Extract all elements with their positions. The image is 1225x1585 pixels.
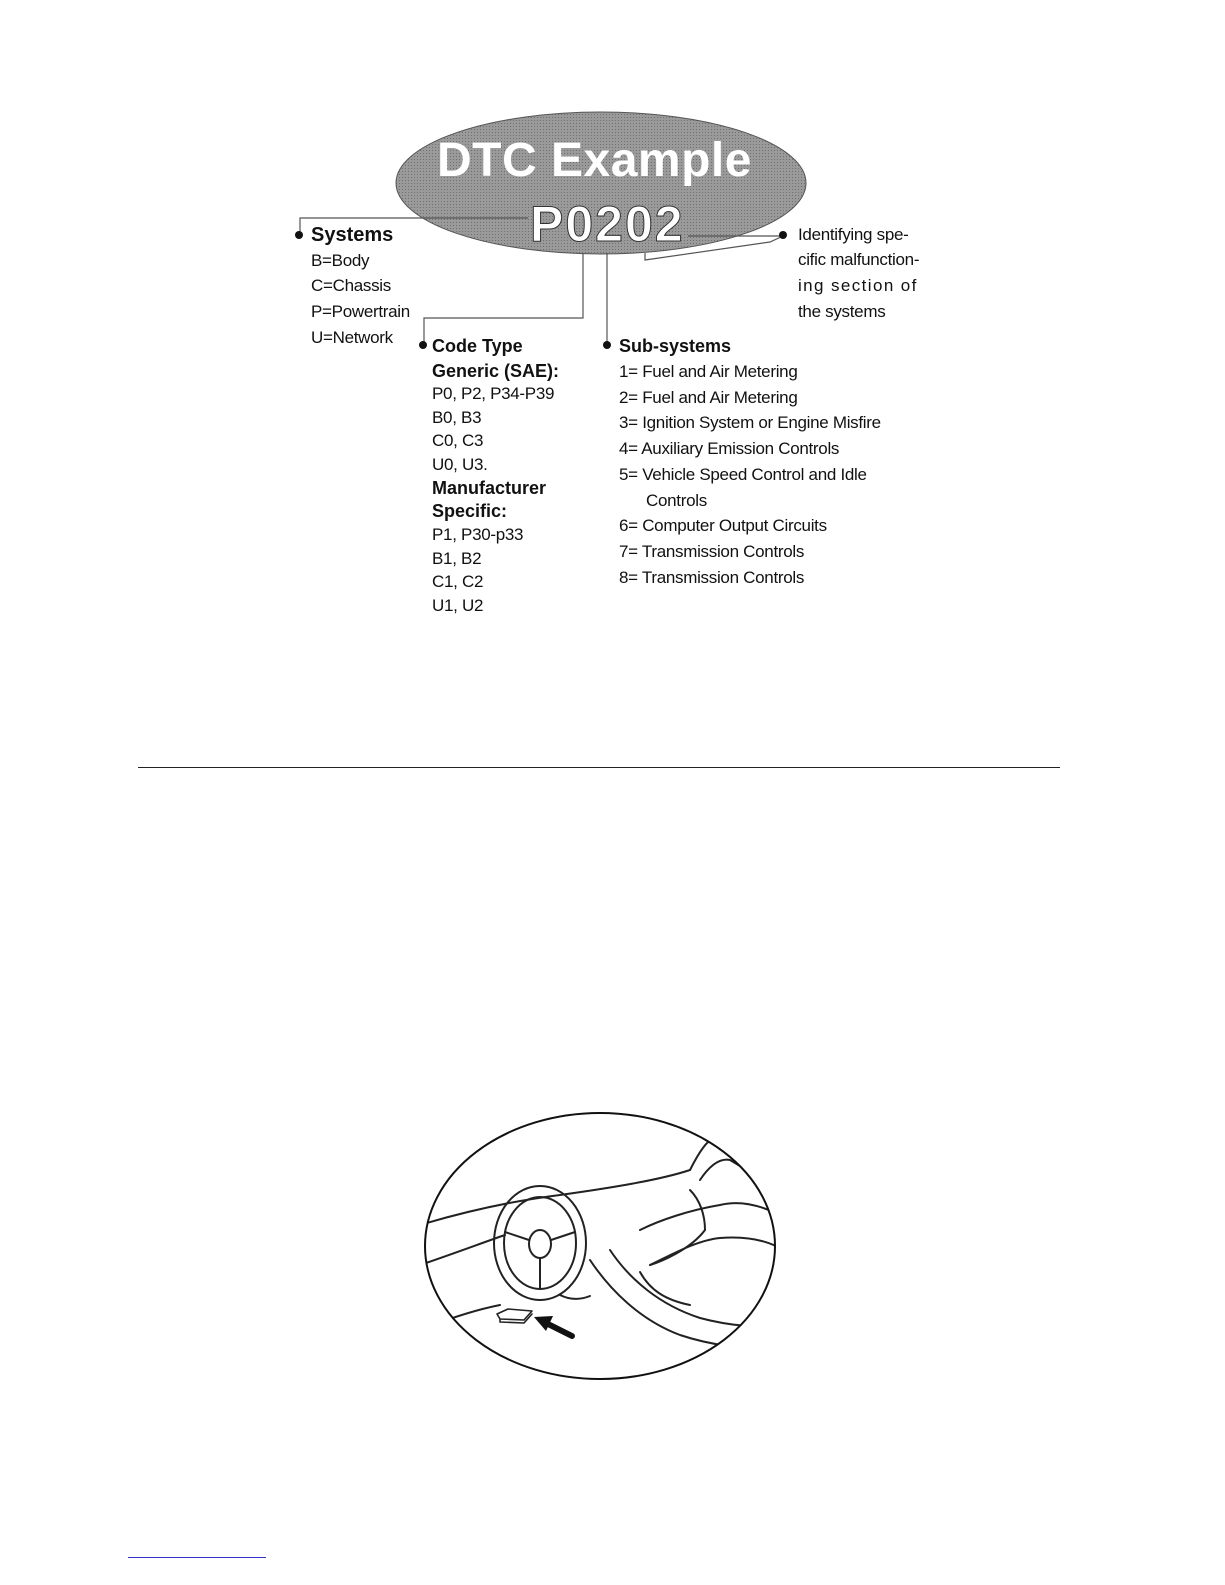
left-panel <box>420 1305 500 1330</box>
console-3 <box>690 1190 705 1230</box>
dashboard-edge-2 <box>420 1235 505 1265</box>
generic-item: U0, U3. <box>432 455 488 474</box>
code-type-connector <box>424 253 583 345</box>
subsystems-item: 2= Fuel and Air Metering <box>619 388 798 407</box>
steering-hub <box>529 1230 551 1258</box>
generic-item: P0, P2, P34-P39 <box>432 384 555 403</box>
systems-item: P=Powertrain <box>311 302 410 321</box>
footnote-rule <box>128 1557 266 1558</box>
systems-heading: Systems <box>311 224 394 246</box>
diagram-graphics <box>0 0 1225 700</box>
identifying-line: the systems <box>798 302 886 321</box>
subsystems-item: Controls <box>646 491 707 510</box>
arrow-icon <box>534 1316 572 1336</box>
systems-item: C=Chassis <box>311 276 391 295</box>
systems-bullet <box>295 231 303 239</box>
identifying-bullet <box>779 231 787 239</box>
obd-connector <box>497 1309 532 1320</box>
subsystems-item: 7= Transmission Controls <box>619 542 805 561</box>
console <box>640 1203 780 1230</box>
steering-column <box>560 1295 590 1299</box>
subsystems-bullet <box>603 341 611 349</box>
manufacturer-item: U1, U2 <box>432 596 484 615</box>
illustration-oval <box>425 1113 775 1379</box>
subsystems-item: 6= Computer Output Circuits <box>619 516 827 535</box>
console-2 <box>650 1237 780 1265</box>
steering-wheel-inner <box>504 1197 576 1289</box>
code-type-heading: Code Type <box>432 336 523 356</box>
obd-connector-side <box>500 1314 532 1323</box>
generic-item: B0, B3 <box>432 408 482 427</box>
dtc-code: P0202 <box>530 196 685 252</box>
generic-item: C0, C3 <box>432 431 484 450</box>
subsystems-item: 1= Fuel and Air Metering <box>619 362 798 381</box>
console-4 <box>650 1230 705 1265</box>
generic-heading: Generic (SAE): <box>432 361 560 381</box>
identifying-line: ing section of <box>798 276 918 295</box>
subsystems-item: 5= Vehicle Speed Control and Idle <box>619 465 867 484</box>
code-type-bullet <box>419 341 427 349</box>
pillar <box>690 1140 780 1170</box>
subsystems-heading: Sub-systems <box>619 336 732 356</box>
pillar-2 <box>700 1160 780 1190</box>
manufacturer-heading: Manufacturer <box>432 478 547 498</box>
systems-item: U=Network <box>311 328 393 347</box>
systems-item: B=Body <box>311 251 370 270</box>
manufacturer-item: B1, B2 <box>432 549 482 568</box>
panel-curve-3 <box>640 1272 690 1305</box>
diagram-title: DTC Example <box>437 134 752 187</box>
panel-curve <box>590 1260 780 1348</box>
panel-curve-2 <box>610 1250 780 1327</box>
steering-wheel-outer <box>494 1186 586 1300</box>
subsystems-item: 8= Transmission Controls <box>619 568 805 587</box>
identifying-line: Identifying spe- <box>798 225 909 244</box>
manufacturer-item: P1, P30-p33 <box>432 525 524 544</box>
subsystems-item: 3= Ignition System or Engine Misfire <box>619 413 881 432</box>
section-divider <box>138 767 1060 768</box>
manufacturer-heading-2: Specific: <box>432 501 508 521</box>
identifying-line: cific malfunction- <box>798 250 920 269</box>
steering-spoke <box>505 1232 575 1289</box>
dashboard-edge <box>420 1170 690 1225</box>
subsystems-item: 4= Auxiliary Emission Controls <box>619 439 840 458</box>
manufacturer-item: C1, C2 <box>432 572 484 591</box>
